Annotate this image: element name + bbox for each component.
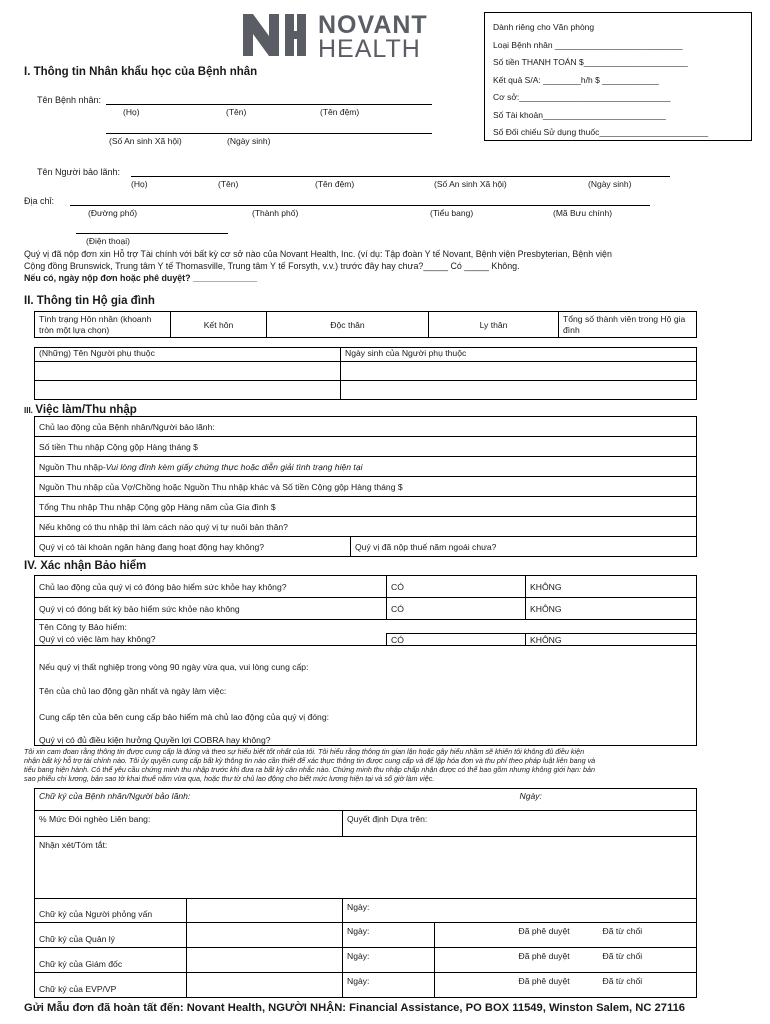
address-field[interactable] [70,205,650,206]
sub-guarantor-middle: (Tên đệm) [315,179,355,189]
sub-guarantor-dob: (Ngày sinh) [588,179,632,189]
dependent-name-cell[interactable] [35,381,341,400]
sub-ssn: (Số An sinh Xã hội) [109,136,182,146]
annual-income-field[interactable]: Tổng Thu nhập Thu nhập Cộng gộp Hàng năm của Gia đình $ [35,497,697,517]
dependent-name-cell[interactable] [35,362,341,381]
manager-approved-option[interactable]: Đã phê duyệt [515,923,599,948]
director-date-field[interactable]: Ngày: [343,948,435,973]
sub-guarantor-first: (Tên) [218,179,239,189]
sub-last-name: (Họ) [123,107,140,117]
employer-insurance-yes[interactable]: CÓ [387,576,526,598]
insurance-table [34,575,697,746]
novant-logo-icon [243,12,307,58]
sub-middle-name: (Tên đệm) [320,107,360,117]
employer-insurance-question: Chủ lao động của quý vị có đóng bảo hiểm sức khỏe hay không? [35,576,387,598]
income-source-note: Vui lòng đính kèm giấy chứng thực hoặc diễn giải tình trạng hiện tại [105,461,363,472]
marital-divorced-option[interactable]: Ly thân [429,312,559,338]
cobra-eligibility-field[interactable]: Quý vị có đủ điều kiện hưởng Quyền lợi COBRA hay không? [35,722,697,746]
director-date-blank[interactable] [435,948,515,973]
household-total-field[interactable]: Tổng số thành viên trong Hộ gia đình [559,312,697,338]
tax-filed-field[interactable]: Quý vị đã nộp thuế năm ngoái chưa? [351,537,697,557]
employed-no[interactable]: KHÔNG [526,634,697,646]
section-3-title-text: Việc làm/Thu nhập [35,404,137,416]
attestation-line: Tôi xin cam đoan rằng thông tin được cung cấp là đúng và theo sự hiểu biết tốt nhất của tôi. Tôi hiểu rằng thông tin gian lận hoặc gây hiểu nhầm sẽ khiến tôi không đủ điều kiện [24,747,585,756]
office-medication-ref[interactable]: Số Đối chiếu Sử dụng thuốc_______________________ [493,127,709,137]
evp-signature-field[interactable] [187,973,343,998]
no-income-support-field[interactable]: Nếu không có thu nhập thì làm cách nào quý vị tự nuôi bản thân? [35,517,697,537]
section-3-prefix: III. [24,406,33,415]
office-facility[interactable]: Cơ sở:________________________________ [493,92,671,102]
gross-monthly-income-field[interactable]: Số tiền Thu nhập Cộng gộp Hàng tháng $ [35,437,697,457]
manager-date-field[interactable]: Ngày: [343,923,435,948]
section-4-title: IV. Xác nhận Bảo hiểm [24,560,147,572]
evp-approved-option[interactable]: Đã phê duyệt [515,973,599,998]
income-source-field[interactable] [35,457,697,477]
unemployed-90-days-text: Nếu quý vị thất nghiệp trong vòng 90 ngày vừa qua, vui lòng cung cấp: [35,646,697,672]
employment-table [34,416,697,557]
section-3-title [24,404,137,416]
interviewer-signature-label: Chữ ký của Người phỏng vấn [35,899,187,923]
employed-question: Quý vị có việc làm hay không? [35,634,387,646]
sub-street: (Đường phố) [88,208,138,218]
prior-application-date[interactable]: Nếu có, ngày nộp đơn hoặc phê duyệt? _____________ [24,273,258,283]
office-sa-result[interactable]: Kết quả S/A: ________h/h $ ____________ [493,74,659,85]
patient-ssn-dob-field[interactable] [106,133,432,134]
patient-name-label: Tên Bệnh nhân: [37,95,102,105]
director-denied-option[interactable]: Đã từ chối [599,948,697,973]
marital-status-label: Tình trạng Hôn nhân (khoanh tròn một lựa chọn) [35,312,171,338]
patient-signature-label: Chữ ký của Bệnh nhân/Người bảo lãnh: [39,791,191,801]
dependents-dob-header: Ngày sinh của Người phụ thuộc [341,348,697,362]
dependents-name-header: (Những) Tên Người phụ thuộc [35,348,341,362]
office-use-title: Dành riêng cho Văn phòng [493,22,595,32]
prior-application-question-2[interactable]: Cộng đồng Brunswick, Trung tâm Y tế Thomasville, Trung tâm Y tế Forsyth, v.v.) trước đây hay chưa?_____ Có _____ Không. [24,261,520,271]
decision-basis-field[interactable]: Quyết định Dựa trên: [343,811,697,837]
office-use-box [484,12,752,141]
director-signature-label: Chữ ký của Giám đốc [35,948,187,973]
fpl-percent-field[interactable]: % Mức Đói nghèo Liên bang: [35,811,343,837]
attestation-line: sao phiếu chi lương, bản sao tờ khai thuế năm vừa qua, hoặc thư từ chủ lao động cho biết mức lương hiện tại và số giờ làm việc. [24,774,435,783]
guarantor-name-field[interactable] [131,176,670,177]
any-insurance-yes[interactable]: CÓ [387,598,526,620]
sub-phone: (Điện thoại) [86,236,130,246]
novant-health-logo [243,12,307,60]
last-employer-field[interactable]: Tên của chủ lao động gần nhất và ngày làm việc: [35,672,697,696]
insurance-provider-field[interactable]: Cung cấp tên của bên cung cấp bảo hiểm mà chủ lao động của quý vị đóng: [35,696,697,722]
dependent-dob-cell[interactable] [341,381,697,400]
section-1-title: I. Thông tin Nhân khẩu học của Bệnh nhân [24,66,258,78]
sub-guarantor-ssn: (Số An sinh Xã hội) [434,179,507,189]
insurer-name-field[interactable]: Tên Công ty Bảo hiểm: [35,620,697,634]
evp-date-field[interactable]: Ngày: [343,973,435,998]
sub-state: (Tiểu bang) [430,208,474,218]
sub-first-name: (Tên) [226,107,247,117]
employed-yes[interactable]: CÓ [387,634,526,646]
marital-single-option[interactable]: Độc thân [267,312,429,338]
signature-table [34,788,697,998]
any-insurance-no[interactable]: KHÔNG [526,598,697,620]
marital-married-option[interactable]: Kết hôn [171,312,267,338]
attestation-line: tiểu bang hiện hành. Có thể yêu cầu chứng minh thu nhập trước khi đưa ra bất kỳ cân nhắc nào. Chứng minh thu nhập chấp nhận được có thể bao gồm nhưng không giới hạn: bản [24,765,596,774]
dependents-table [34,347,697,400]
notes-summary-field[interactable]: Nhận xét/Tóm tắt: [35,837,697,899]
patient-signature-field[interactable] [35,789,697,811]
sub-city: (Thành phố) [252,208,299,218]
address-label: Địa chỉ: [24,196,55,206]
employer-insurance-no[interactable]: KHÔNG [526,576,697,598]
phone-field[interactable] [76,233,228,234]
office-payment-amount[interactable]: Số tiền THANH TOÁN $______________________ [493,57,688,67]
sub-guarantor-last: (Họ) [131,179,148,189]
manager-signature-label: Chữ ký của Quản lý [35,923,187,948]
office-account-number[interactable]: Số Tài khoản__________________________ [493,109,666,120]
dependent-dob-cell[interactable] [341,362,697,381]
patient-signature-date: Ngày: [519,791,542,801]
sub-dob: (Ngày sinh) [227,136,271,146]
evp-date-blank[interactable] [435,973,515,998]
director-signature-field[interactable] [187,948,343,973]
guarantor-name-label: Tên Người bảo lãnh: [37,167,120,177]
bank-account-field[interactable]: Quý vị có tài khoản ngân hàng đang hoạt động hay không? [35,537,351,557]
prior-application-question-1: Quý vị đã nộp đơn xin Hỗ trợ Tài chính với bất kỳ cơ sở nào của Novant Health, Inc. (ví dụ: Tập đoàn Y tế Novant, Bệnh viện Presbyterian, Bệnh viện [24,249,612,259]
interviewer-signature-field[interactable] [187,899,343,923]
evp-denied-option[interactable]: Đã từ chối [599,973,697,998]
manager-denied-option[interactable]: Đã từ chối [599,923,697,948]
marital-status-table [34,311,697,338]
mailing-address-footer: Gửi Mẫu đơn đã hoàn tất đến: Novant Health, NGƯỜI NHẬN: Financial Assistance, PO BOX 11549, Winston Salem, NC 27116 [24,1002,686,1014]
evp-signature-label: Chữ ký của EVP/VP [35,973,187,998]
section-2-title: II. Thông tin Hộ gia đình [24,295,155,307]
patient-name-field[interactable] [106,104,432,105]
manager-signature-field[interactable] [187,923,343,948]
any-insurance-question: Quý vị có đóng bất kỳ bảo hiểm sức khỏe nào không [35,598,387,620]
income-source-label: Nguồn Thu nhập- [39,461,106,472]
office-patient-type[interactable]: Loại Bệnh nhân ___________________________ [493,39,683,50]
spouse-income-field[interactable]: Nguồn Thu nhập của Vợ/Chồng hoặc Nguồn Thu nhập khác và Số tiền Cộng gộp Hàng tháng $ [35,477,697,497]
attestation-line: nhận bất kỳ hỗ trợ tài chính nào. Tôi ủy quyền cung cấp bất kỳ thông tin nào cần thiết để xác thực thông tin được cung cấp và để lập hóa đơn và thu phí theo pháp luật liên bang và [24,756,596,765]
manager-date-blank[interactable] [435,923,515,948]
logo-brand-top: NOVANT [318,11,428,39]
sub-zip: (Mã Bưu chính) [553,208,613,218]
employer-field[interactable]: Chủ lao động của Bệnh nhân/Người bảo lãnh: [35,417,697,437]
logo-brand-bottom: HEALTH [318,35,421,63]
attestation-text [24,747,714,783]
interviewer-date-field[interactable]: Ngày: [343,899,697,923]
director-approved-option[interactable]: Đã phê duyệt [515,948,599,973]
